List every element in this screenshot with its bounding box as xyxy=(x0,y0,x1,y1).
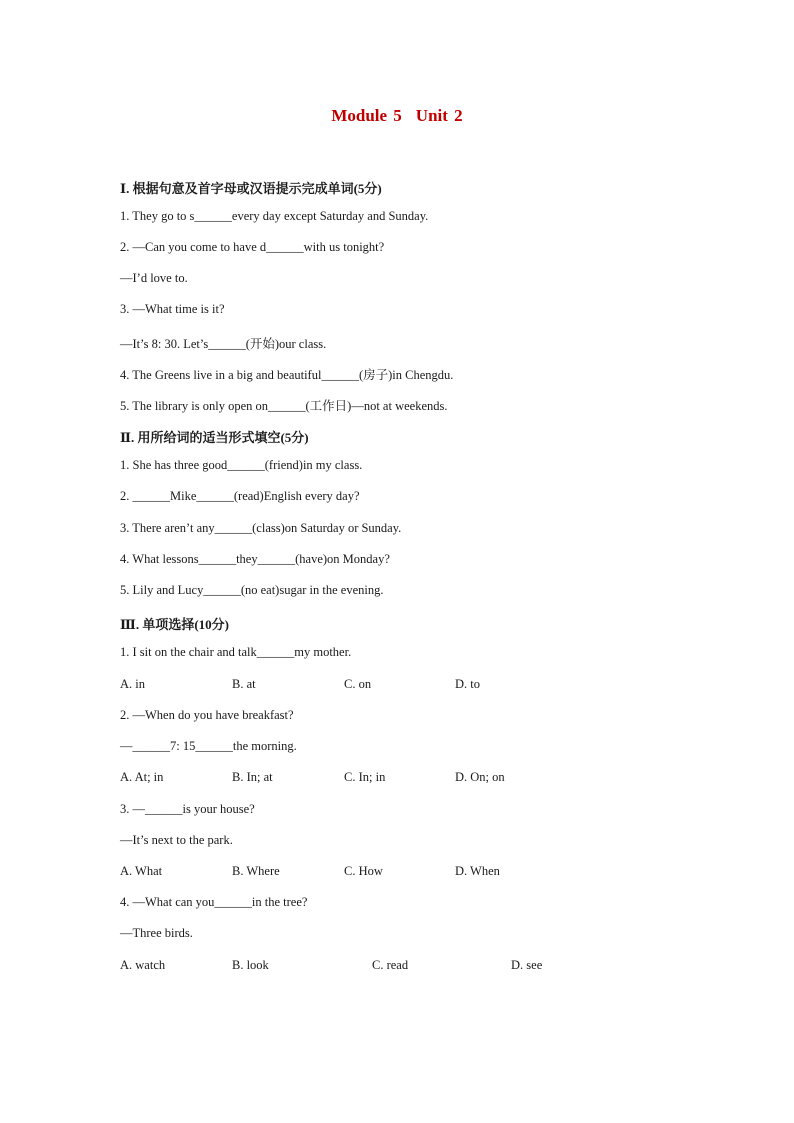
page-title xyxy=(0,106,794,126)
q2-option-b: B. In; at xyxy=(232,770,273,784)
s1-line: 4. The Greens live in a big and beautiful______(房子)in Chengdu. xyxy=(120,368,454,382)
q3-option-b: B. Where xyxy=(232,864,280,878)
unit-label: Unit 2 xyxy=(415,106,463,125)
q3-stem: 3. —______is your house? xyxy=(120,802,255,816)
q4-option-d: D. see xyxy=(511,958,543,972)
q4-option-b: B. look xyxy=(232,958,269,972)
q1-option-d: D. to xyxy=(455,677,480,691)
s1-line: 1. They go to s______every day except Saturday and Sunday. xyxy=(120,209,429,223)
q3-option-d: D. When xyxy=(455,864,500,878)
q3-option-a: A. What xyxy=(120,864,163,878)
q3-answer: —It’s next to the park. xyxy=(120,833,233,847)
q4-stem: 4. —What can you______in the tree? xyxy=(120,895,308,909)
q2-stem: 2. —When do you have breakfast? xyxy=(120,708,294,722)
s1-line: 3. —What time is it? xyxy=(120,302,225,316)
q1-option-a: A. in xyxy=(120,677,145,691)
q1-stem: 1. I sit on the chair and talk______my mother. xyxy=(120,645,352,659)
section2-heading: Ⅱ. 用所给词的适当形式填空(5分) xyxy=(120,430,309,445)
q4-answer: —Three birds. xyxy=(120,926,193,940)
q2-option-a: A. At; in xyxy=(120,770,164,784)
section1-heading: Ⅰ. 根据句意及首字母或汉语提示完成单词(5分) xyxy=(120,181,382,196)
s2-line: 5. Lily and Lucy______(no eat)sugar in the evening. xyxy=(120,583,384,597)
s1-line: 5. The library is only open on______(工作日)—not at weekends. xyxy=(120,399,448,413)
q2-answer: —______7: 15______the morning. xyxy=(120,739,297,753)
q3-option-c: C. How xyxy=(344,864,383,878)
s2-line: 3. There aren’t any______(class)on Saturday or Sunday. xyxy=(120,521,402,535)
s2-line: 2. ______Mike______(read)English every day? xyxy=(120,489,360,503)
s2-line: 1. She has three good______(friend)in my class. xyxy=(120,458,363,472)
s1-line: 2. —Can you come to have d______with us tonight? xyxy=(120,240,385,254)
s2-line: 4. What lessons______they______(have)on Monday? xyxy=(120,552,390,566)
s1-line: —It’s 8: 30. Let’s______(开始)our class. xyxy=(120,337,327,351)
q4-option-a: A. watch xyxy=(120,958,166,972)
q1-option-b: B. at xyxy=(232,677,256,691)
s1-line: —I’d love to. xyxy=(120,271,188,285)
q2-option-c: C. In; in xyxy=(344,770,386,784)
section3-heading: Ⅲ. 单项选择(10分) xyxy=(120,617,229,632)
q2-option-d: D. On; on xyxy=(455,770,505,784)
q1-option-c: C. on xyxy=(344,677,372,691)
module-label: Module 5 xyxy=(331,106,402,125)
q4-option-c: C. read xyxy=(372,958,409,972)
